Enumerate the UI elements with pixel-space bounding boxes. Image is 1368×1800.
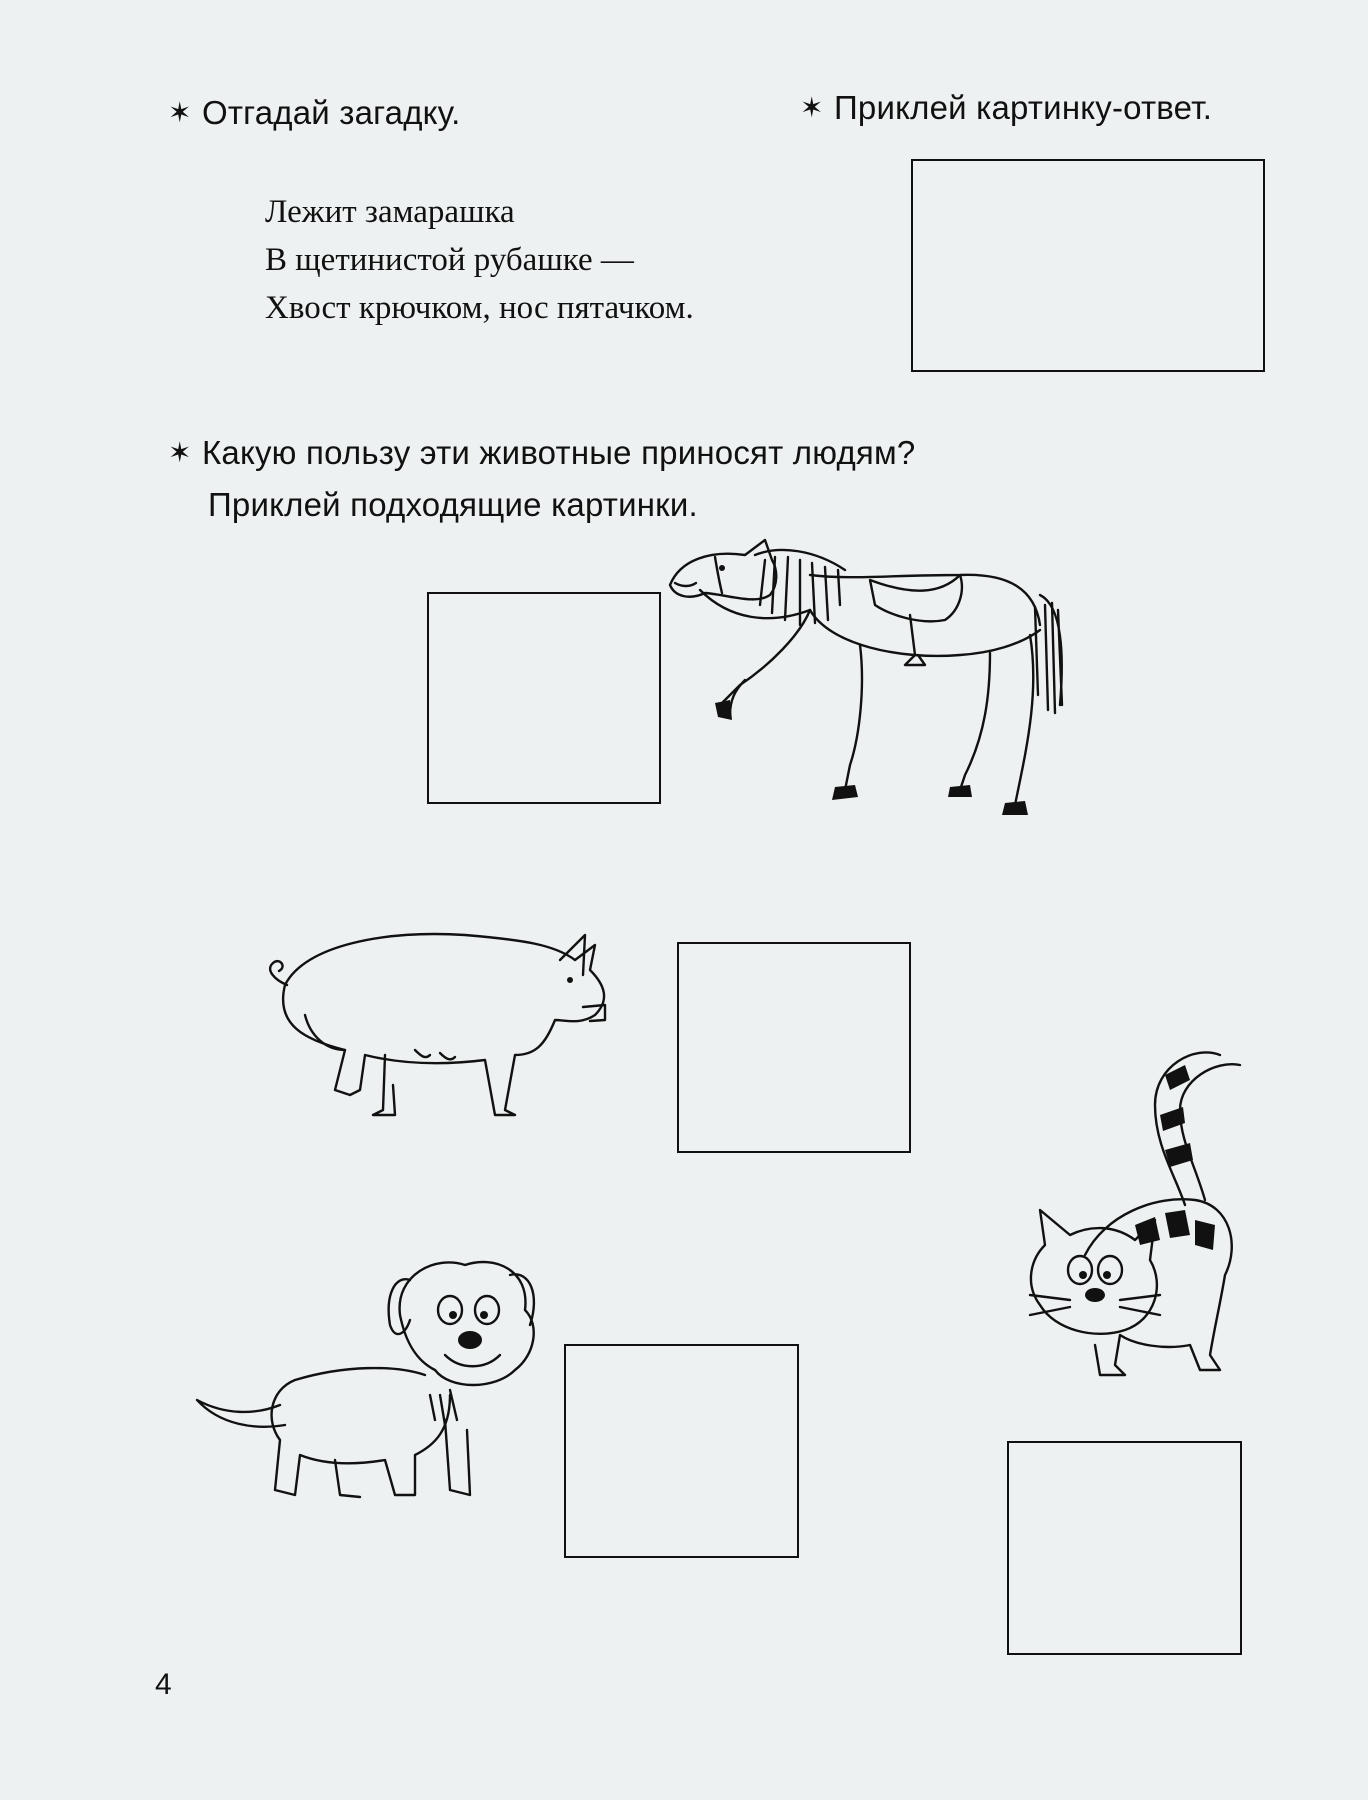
star-icon: ✶	[168, 97, 192, 128]
star-icon: ✶	[800, 92, 824, 123]
task-benefit-question-text: Какую пользу эти животные приносят людям?	[202, 434, 916, 471]
page-number: 4	[155, 1668, 172, 1701]
riddle-line: Лежит замарашка	[265, 194, 515, 230]
pig-icon	[265, 925, 665, 1145]
riddle-line: В щетинистой рубашке —	[265, 242, 634, 278]
task-guess-riddle	[168, 92, 460, 135]
cat-benefit-sticker-box[interactable]	[1007, 1441, 1242, 1655]
task-glue-answer	[800, 87, 1212, 130]
cat-icon	[1025, 1045, 1265, 1410]
riddle-answer-sticker-box[interactable]	[911, 159, 1265, 372]
task-benefit-instruction: Приклей подходящие картинки.	[208, 486, 698, 523]
riddle-line: Хвост крючком, нос пятачком.	[265, 290, 694, 326]
star-icon: ✶	[168, 437, 192, 468]
horse-icon	[660, 535, 1190, 860]
horse-benefit-sticker-box[interactable]	[427, 592, 661, 804]
task-benefit-question	[168, 432, 915, 475]
dog-icon	[195, 1255, 560, 1515]
pig-benefit-sticker-box[interactable]	[677, 942, 911, 1153]
riddle-text	[265, 188, 694, 332]
task-glue-answer-text: Приклей картинку-ответ.	[834, 89, 1213, 126]
dog-benefit-sticker-box[interactable]	[564, 1344, 799, 1558]
task-guess-riddle-text: Отгадай загадку.	[202, 94, 461, 131]
